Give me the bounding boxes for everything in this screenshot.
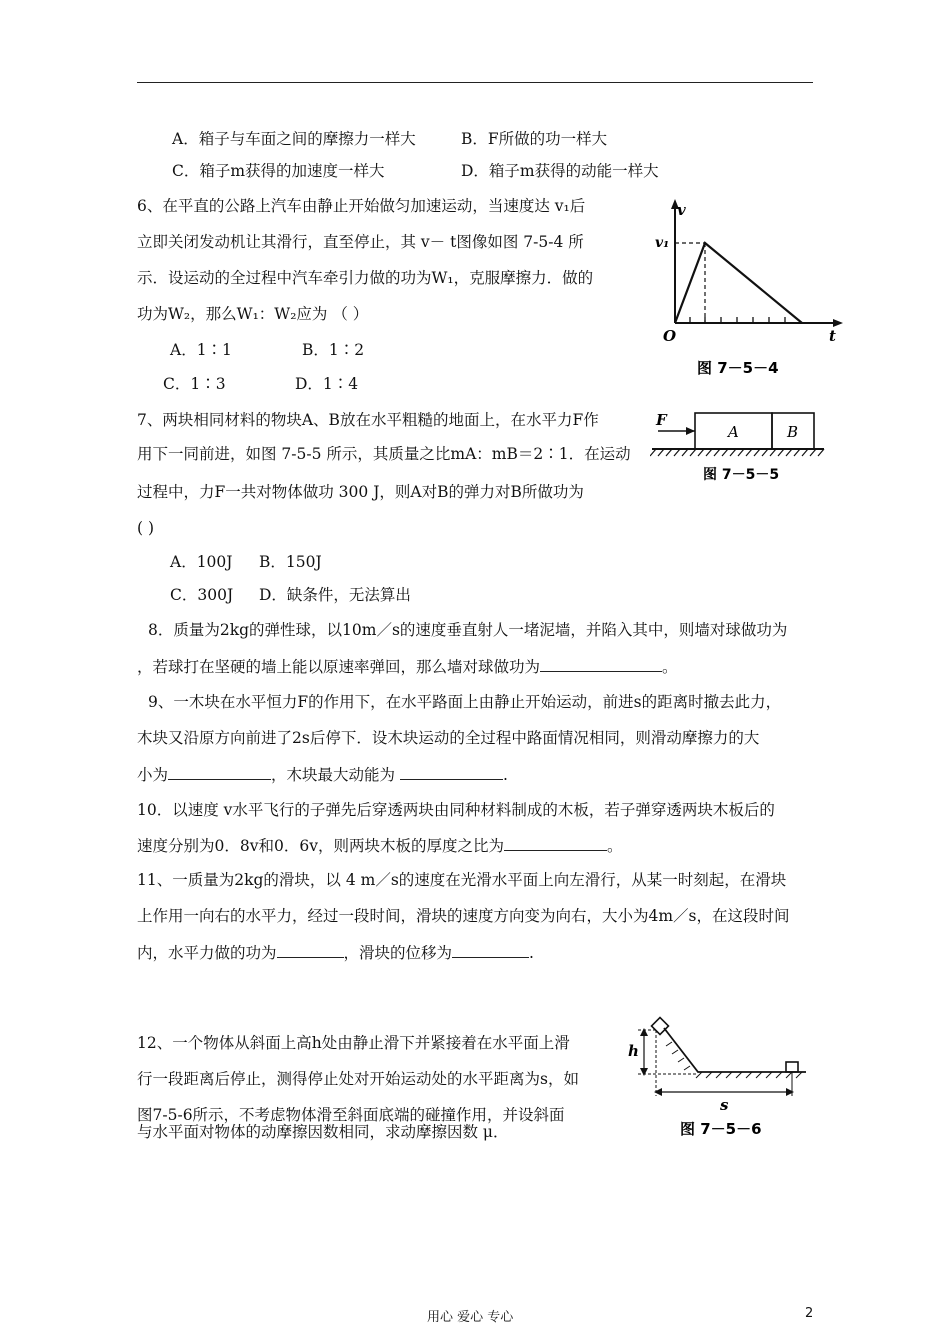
origin-label: O: [663, 327, 677, 345]
q5-option-d: D．箱子m获得的动能一样大: [461, 162, 659, 180]
q8-line-1: 8．质量为2kg的弹性球，以10m／s的速度垂直射人一堵泥墙，并陷入其中，则墙对球做功为: [148, 621, 788, 639]
q5-option-b: B．F所做的功一样大: [461, 130, 608, 148]
v-axis-label: v: [677, 201, 686, 219]
q8-line-2-text: ，若球打在坚硬的墙上能以原速率弹回，那么墙对球做功为: [137, 658, 541, 676]
q10-ratio-blank[interactable]: [504, 835, 607, 851]
q11-line-3-end: .: [529, 944, 534, 962]
q7-option-b: B．150J: [259, 553, 322, 571]
q11-line-3: [137, 942, 534, 963]
q11-displacement-blank[interactable]: [452, 942, 529, 958]
v1-label: v₁: [655, 235, 670, 251]
q12-line-3: 图7-5-6所示，不考虑物体滑至斜面底端的碰撞作用，并设斜面: [137, 1106, 565, 1124]
q11-work-blank[interactable]: [277, 942, 344, 958]
h-label: h: [628, 1042, 639, 1060]
q10-line-2: [137, 835, 622, 856]
vt-graph-line: [675, 243, 802, 323]
fig-7-5-5-caption: 图 7－5－5: [703, 467, 780, 483]
q7-line-3: 过程中，力F一共对物体做功 300 J，则A对B的弹力对B所做功为: [137, 483, 584, 501]
q7-line-4: ( ): [137, 519, 155, 537]
q6-option-d: D．1∶4: [295, 375, 359, 393]
q12-line-2: 行一段距离后停止，测得停止处对开始运动处的水平距离为s，如: [137, 1070, 579, 1088]
q11-line-2: 上作用一向右的水平力，经过一段时间，滑块的速度方向变为向右，大小为4m／s，在这段时间: [137, 907, 790, 925]
footer-slogan: 用心 爱心 专心: [427, 1310, 514, 1325]
q6-line-1: 6、在平直的公路上汽车由静止开始做匀加速运动，当速度达 v₁后: [137, 197, 586, 215]
page-number: 2: [805, 1306, 814, 1321]
q9-line-3: [137, 764, 508, 785]
q12-line-4-visible: 与水平面对物体的动摩擦因数相同，求动摩擦因数 μ．: [137, 1123, 509, 1141]
q9-line-3-text-a: 小为: [137, 766, 169, 784]
q9-line-3-text-b: ，木块最大动能为: [271, 766, 396, 784]
q9-line-2: 木块又沿原方向前进了2s后停下．设木块运动的全过程中路面情况相同，则滑动摩擦力的大: [137, 729, 760, 747]
block-a-label: A: [728, 423, 739, 441]
t-axis-arrow: [833, 319, 843, 327]
q6-option-a: A．1∶1: [170, 341, 232, 359]
q6-option-c: C．1∶3: [163, 375, 226, 393]
q8-line-2: [137, 656, 678, 677]
header-rule: [137, 82, 813, 83]
q11-line-1: 11、一质量为2kg的滑块，以 4 m／s的速度在光滑水平面上向左滑行，从某一时刻起，在滑块: [137, 871, 787, 889]
q9-friction-blank[interactable]: [168, 764, 271, 780]
fig-7-5-6-caption: 图 7－5－6: [680, 1120, 762, 1138]
q6-line-4: 功为W₂，那么W₁：W₂应为 （ ）: [137, 305, 369, 323]
q10-line-2-text: 速度分别为0．8v和0．6v，则两块木板的厚度之比为: [137, 837, 504, 855]
q7-option-c: C．300J: [170, 586, 234, 604]
q9-line-1: 9、一木块在水平恒力F的作用下，在水平路面上由静止开始运动，前进s的距离时撤去此力，: [148, 693, 782, 711]
q6-line-3: 示．设运动的全过程中汽车牵引力做的功为W₁，克服摩擦力．做的: [137, 269, 594, 287]
q5-option-c: C．箱子m获得的加速度一样大: [172, 162, 385, 180]
q8-line-2-end: 。: [662, 658, 678, 676]
q10-line-2-end: 。: [606, 837, 623, 855]
figure-7-5-4: [655, 195, 845, 385]
q7-line-1: 7、两块相同材料的物块A、B放在水平粗糙的地面上，在水平力F作: [137, 411, 599, 429]
q6-option-b: B．1∶2: [302, 341, 365, 359]
stop-block: [786, 1062, 798, 1072]
q11-line-3-text-b: ，滑块的位移为: [343, 944, 453, 962]
q7-option-a: A．100J: [170, 553, 233, 571]
q5-option-a: A．箱子与车面之间的摩擦力一样大: [172, 130, 416, 148]
q7-line-2: 用下一同前进，如图 7-5-5 所示，其质量之比mA：mB＝2∶1．在运动: [137, 445, 631, 463]
q9-kinetic-energy-blank[interactable]: [400, 764, 503, 780]
q9-line-3-end: .: [502, 766, 508, 784]
block-b-label: B: [787, 423, 799, 441]
figure-7-5-5: [650, 405, 825, 490]
q6-line-2: 立即关闭发动机让其滑行，直至停止，其 v－ t图像如图 7-5-4 所: [137, 233, 584, 251]
q7-option-d: D．缺条件，无法算出: [259, 586, 411, 604]
force-label: F: [656, 411, 667, 429]
q11-line-3-text-a: 内，水平力做的功为: [137, 944, 277, 962]
fig-7-5-4-caption: 图 7－5－4: [697, 359, 779, 377]
figure-7-5-6: [628, 1016, 818, 1146]
q8-answer-blank[interactable]: [540, 656, 662, 672]
t-axis-label: t: [829, 327, 836, 345]
force-arrow-head: [686, 427, 695, 435]
s-label: s: [720, 1096, 729, 1114]
slope-and-ground: [664, 1028, 806, 1072]
q12-line-1: 12、一个物体从斜面上高h处由静止滑下并紧接着在水平面上滑: [137, 1034, 570, 1052]
q10-line-1: 10．以速度 v水平飞行的子弹先后穿透两块由同种材料制成的木板，若子弹穿透两块木板后的: [137, 801, 775, 819]
